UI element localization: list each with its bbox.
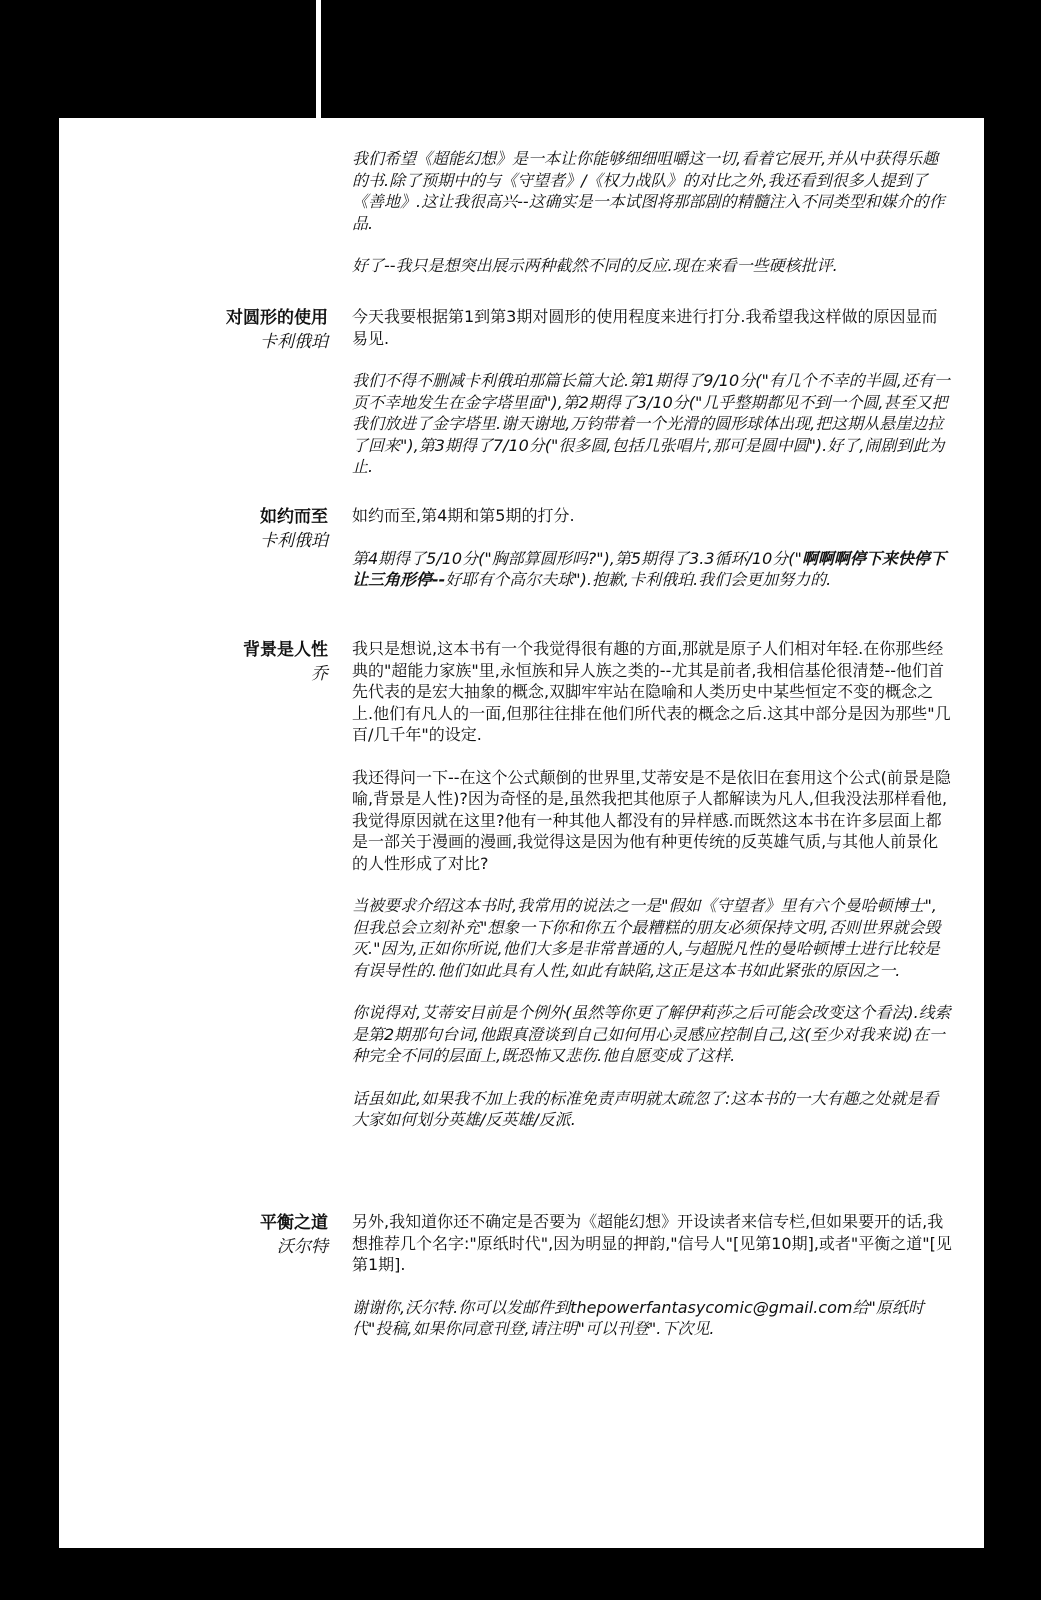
letter-author: 乔 <box>311 664 328 684</box>
reply-text: 第4期得了5/10分("胸部算圆形吗?"),第5期得了3.3循环/10分(" <box>352 548 802 568</box>
letter-heading: 平衡之道 <box>260 1213 328 1233</box>
letter-sidebar <box>112 1211 328 1259</box>
letter-body <box>352 505 952 612</box>
letter-sidebar <box>112 638 328 686</box>
reply-text: 好耶有个高尔夫球").抱歉,卡利俄珀.我们会更加努力的. <box>445 570 832 589</box>
letter-heading: 如约而至 <box>260 507 328 527</box>
letter-author: 沃尔特 <box>277 1237 328 1257</box>
letter-body <box>352 1211 952 1361</box>
letters-page <box>59 118 984 1548</box>
intro-paragraph: 我们希望《超能幻想》是一本让你能够细细咀嚼这一切,看着它展开,并从中获得乐趣的书.除了预期中的与《守望者》/《权力战队》的对比之外,我还看到很多人提到了《善地》.这让我很高兴--这确实是一本试图将那部剧的精髓注入不同类型和媒介的作品. <box>352 149 945 233</box>
letter-paragraph: 今天我要根据第1到第3期对圆形的使用程度来进行打分.我希望我这样做的原因显而易见. <box>352 307 938 348</box>
letter-heading: 背景是人性 <box>243 640 328 660</box>
letter-sidebar <box>112 306 328 354</box>
top-divider-line <box>316 0 321 118</box>
reply-paragraph <box>352 548 952 591</box>
reply-paragraph: 当被要求介绍这本书时,我常用的说法之一是"假如《守望者》里有六个曼哈顿博士",但我总会立刻补充"想象一下你和你五个最糟糕的朋友必须保持文明,否则世界就会毁灭."因为,正如你所说,他们大多是非常普通的人,与超脱凡性的曼哈顿博士进行比较是有误导性的.他们如此具有人性,如此有缺陷,这正是这本书如此紧张的原因之一. <box>352 896 941 980</box>
letter-sidebar <box>112 505 328 553</box>
reply-paragraph: 你说得对,艾蒂安目前是个例外(虽然等你更了解伊莉莎之后可能会改变这个看法).线索是第2期那句台词,他跟真澄谈到自己如何用心灵感应控制自己,这(至少对我来说)在一种完全不同的层面上,既恐怖又悲伤.他自愿变成了这样. <box>352 1003 951 1065</box>
reply-paragraph: 话虽如此,如果我不加上我的标准免责声明就太疏忽了:这本书的一大有趣之处就是看大家如何划分英雄/反英雄/反派. <box>352 1088 939 1129</box>
intro-body <box>352 148 952 298</box>
letter-body <box>352 306 952 499</box>
letter-paragraph: 如约而至,第4期和第5期的打分. <box>352 506 575 525</box>
letter-paragraph: 我只是想说,这本书有一个我觉得很有趣的方面,那就是原子人们相对年轻.在你那些经典的"超能力家族"里,永恒族和异人族之类的--尤其是前者,我相信基伦很清楚--他们首先代表的是宏大抽象的概念,双脚牢牢站在隐喻和人类历史中某些恒定不变的概念之上.他们有凡人的一面,但那往往排在他们所代表的概念之后.这其中部分是因为那些"几百/几千年"的设定. <box>352 639 951 744</box>
letter-paragraph: 我还得问一下--在这个公式颠倒的世界里,艾蒂安是不是依旧在套用这个公式(前景是隐喻,背景是人性)?因为奇怪的是,虽然我把其他原子人都解读为凡人,但我没法那样看他,我觉得原因就在这里?他有一种其他人都没有的异样感.而既然这本书在许多层面上都是一部关于漫画的漫画,我觉得这是因为他有种更传统的反英雄气质,与其他人前景化的人性形成了对比? <box>352 767 951 873</box>
letter-author: 卡利俄珀 <box>260 531 328 551</box>
letter-paragraph: 另外,我知道你还不确定是否要为《超能幻想》开设读者来信专栏,但如果要开的话,我想推荐几个名字:"原纸时代",因为明显的押韵,"信号人"[见第10期],或者"平衡之道"[见第1期]. <box>352 1212 952 1274</box>
letter-author: 卡利俄珀 <box>260 332 328 352</box>
letter-heading: 对圆形的使用 <box>226 308 328 328</box>
reply-bold-text: 啊啊啊停下来快停下让三角形停-- <box>352 548 946 589</box>
reply-paragraph: 谢谢你,沃尔特.你可以发邮件到thepowerfantasycomic@gmail.com给"原纸时代"投稿,如果你同意刊登,请注明"可以刊登".下次见. <box>352 1297 924 1338</box>
reply-paragraph: 我们不得不删减卡利俄珀那篇长篇大论.第1期得了9/10分("有几个不幸的半圆,还有一页不幸地发生在金字塔里面"),第2期得了3/10分("几乎整期都见不到一个圆,甚至又把我们放进了金字塔里.谢天谢地,万钧带着一个光滑的圆形球体出现,把这期从悬崖边拉了回来"),第3期得了7/10分("很多圆,包括几张唱片,那可是圆中圆").好了,闹剧到此为止. <box>352 371 950 476</box>
intro-paragraph: 好了--我只是想突出展示两种截然不同的反应.现在来看一些硬核批评. <box>352 256 838 275</box>
letter-body <box>352 638 952 1152</box>
